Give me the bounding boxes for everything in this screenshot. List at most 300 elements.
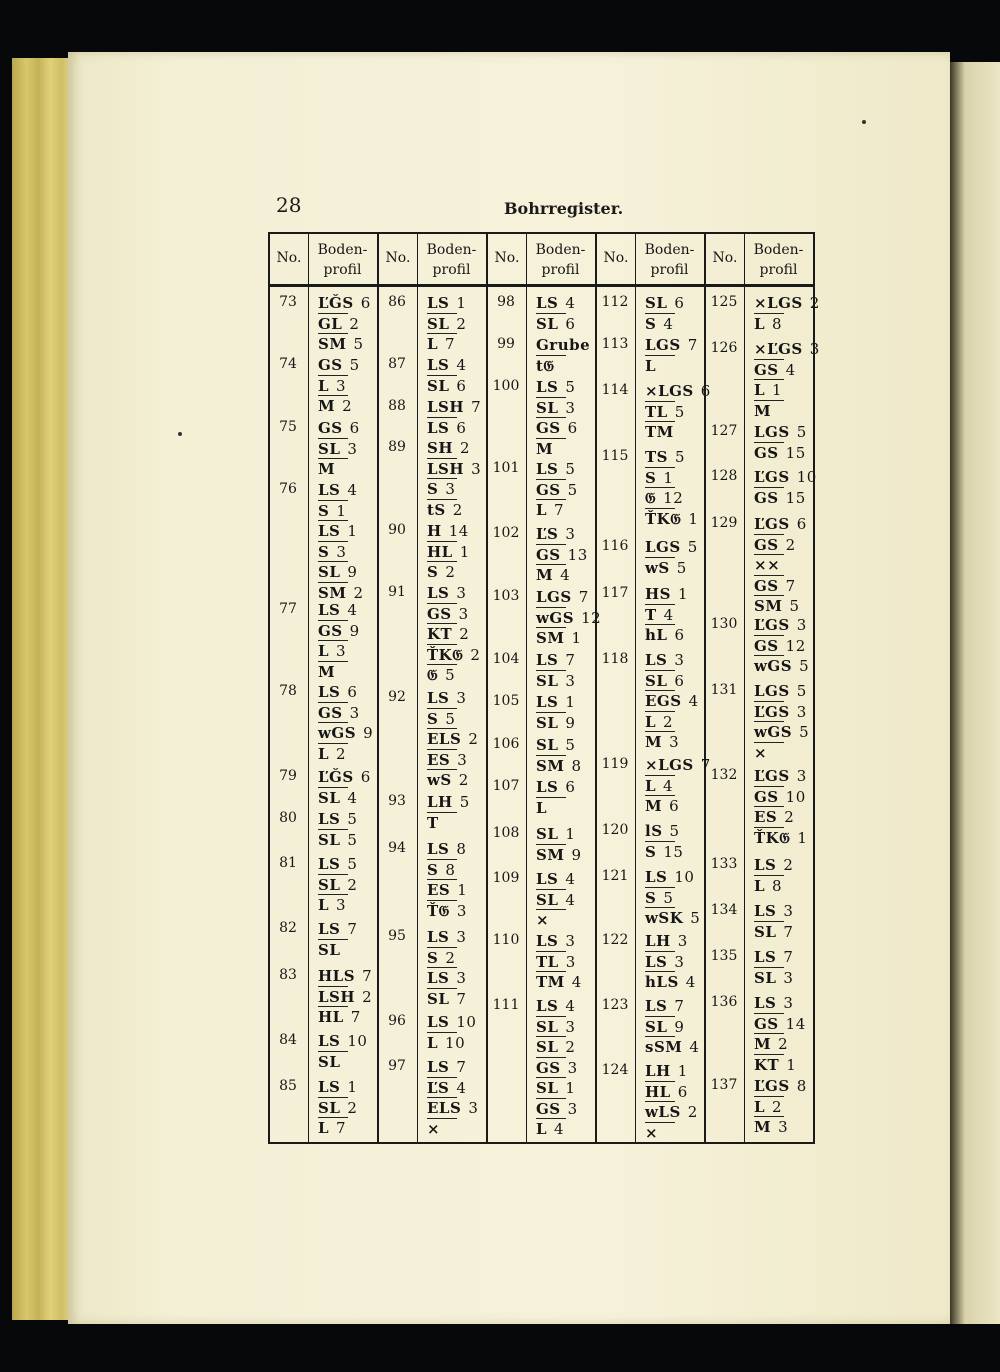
- profil-layer: [427, 377, 466, 395]
- entry-number: 88: [388, 398, 406, 414]
- layer-divider: [754, 967, 784, 968]
- layer-depth: 4: [565, 870, 576, 888]
- profil-layer: [754, 616, 807, 634]
- layer-depth: 5: [799, 657, 810, 675]
- layer-divider: [427, 749, 457, 750]
- profil-layer: [427, 814, 439, 832]
- profil-layer: [536, 799, 547, 817]
- layer-symbol: ×: [536, 911, 550, 929]
- column-rule: [417, 232, 418, 1144]
- profil-layer: [536, 825, 575, 843]
- entry-number: 114: [601, 382, 629, 398]
- entry-number: 119: [601, 756, 629, 772]
- profil-layer: [318, 768, 371, 786]
- profil-layer: [645, 777, 673, 795]
- layer-depth: 2: [809, 294, 820, 312]
- profil-layer: [645, 510, 698, 528]
- profil-layer: [754, 994, 793, 1012]
- layer-symbol: EGS: [645, 692, 682, 710]
- layer-divider: [645, 1081, 675, 1082]
- layer-depth: 6: [674, 671, 685, 690]
- profil-layer: [318, 1053, 340, 1071]
- layer-depth: 6: [669, 797, 680, 815]
- layer-depth: 10: [674, 868, 695, 886]
- layer-depth: 1: [678, 585, 689, 603]
- entry-number: 136: [710, 994, 738, 1010]
- profil-layer: [318, 397, 352, 415]
- header-profil-line2: profil: [541, 262, 580, 278]
- layer-depth: 4: [565, 997, 576, 1015]
- layer-symbol: L: [645, 776, 657, 795]
- layer-divider: [645, 690, 675, 691]
- profil-layer: [427, 315, 466, 333]
- layer-depth: 7: [445, 335, 456, 353]
- layer-divider: [427, 375, 457, 376]
- profil-layer: [536, 911, 549, 929]
- layer-symbol: HL: [318, 1008, 344, 1026]
- layer-symbol: LS: [427, 969, 450, 987]
- profil-layer: [427, 751, 467, 769]
- layer-symbol: S: [427, 948, 439, 967]
- profil-layer: [427, 969, 466, 987]
- profil-layer: [318, 724, 373, 742]
- layer-symbol: L: [318, 376, 330, 395]
- layer-depth: 1: [565, 825, 576, 843]
- profil-layer: [754, 444, 806, 462]
- layer-divider: [318, 500, 348, 501]
- layer-depth: 7: [471, 398, 482, 416]
- layer-symbol: GS: [318, 356, 343, 374]
- layer-symbol: KT: [754, 1055, 780, 1074]
- layer-depth: 3: [796, 702, 807, 721]
- layer-depth: 2: [362, 987, 373, 1006]
- bohrregister-table: [268, 232, 820, 1144]
- layer-divider: [536, 909, 566, 910]
- entry-number: 95: [388, 928, 406, 944]
- layer-depth: 9: [363, 724, 374, 742]
- profil-layer: [536, 294, 575, 312]
- header-no: No.: [494, 250, 520, 266]
- profil-layer: [318, 941, 340, 959]
- layer-symbol: ×LGS: [645, 756, 694, 774]
- layer-symbol: ŤK𝔊: [754, 828, 791, 847]
- layer-depth: 2: [445, 563, 456, 581]
- profil-layer: [754, 597, 799, 615]
- layer-depth: 3: [669, 733, 680, 751]
- profil-layer: [754, 856, 793, 874]
- profil-layer: [427, 902, 467, 920]
- speck: [862, 120, 866, 124]
- layer-symbol: LS: [427, 1058, 450, 1076]
- layer-symbol: LS: [427, 418, 450, 437]
- layer-depth: 4: [347, 788, 358, 807]
- layer-divider: [427, 623, 457, 624]
- profil-layer: [645, 953, 684, 971]
- table-left-rule: [268, 232, 270, 1144]
- layer-divider: [645, 355, 675, 356]
- layer-depth: 7: [456, 1058, 467, 1076]
- profil-layer: [645, 973, 696, 991]
- layer-depth: 5: [565, 460, 576, 478]
- layer-depth: 5: [799, 723, 810, 741]
- layer-symbol: S: [427, 709, 439, 728]
- layer-symbol: LS: [754, 902, 777, 920]
- profil-layer: [318, 967, 372, 985]
- profil-layer: [536, 973, 582, 991]
- profil-layer: [754, 1077, 807, 1095]
- profil-layer: [318, 663, 335, 681]
- layer-symbol: SL: [536, 398, 559, 417]
- profil-layer: [645, 797, 679, 815]
- layer-symbol: S: [645, 842, 657, 861]
- profil-layer: [645, 382, 711, 400]
- layer-depth: 3: [796, 767, 807, 785]
- layer-divider: [427, 603, 457, 604]
- layer-symbol: Ť𝔊: [427, 901, 450, 920]
- entry-number: 135: [710, 948, 738, 964]
- layer-depth: 1: [565, 693, 576, 711]
- layer-depth: 6: [796, 515, 807, 533]
- layer-depth: 6: [456, 376, 467, 395]
- profil-layer: [645, 626, 685, 644]
- profil-layer: [536, 870, 575, 888]
- profil-layer: [645, 1103, 698, 1121]
- profil-layer: [754, 556, 780, 574]
- layer-symbol: SL: [645, 294, 668, 312]
- profil-layer: [427, 543, 470, 561]
- layer-divider: [427, 967, 457, 968]
- layer-symbol: L: [645, 712, 657, 731]
- layer-depth: 2: [470, 645, 481, 664]
- layer-depth: 3: [783, 994, 794, 1012]
- layer-symbol: LH: [645, 1062, 671, 1080]
- layer-depth: 5: [676, 558, 687, 577]
- layer-divider: [427, 988, 457, 989]
- layer-symbol: ĽGS: [754, 468, 790, 486]
- profil-layer: [754, 381, 782, 399]
- profil-layer: [536, 672, 575, 690]
- entry-number: 132: [710, 767, 738, 783]
- layer-symbol: LS: [318, 1032, 341, 1050]
- layer-symbol: LS: [645, 997, 668, 1015]
- layer-depth: 8: [772, 876, 783, 895]
- profil-layer: [318, 789, 357, 807]
- layer-symbol: wSK: [645, 909, 684, 927]
- profil-layer: [427, 605, 469, 623]
- profil-layer: [427, 356, 466, 374]
- entry-number: 84: [279, 1032, 297, 1048]
- layer-depth: 4: [685, 973, 696, 991]
- profil-layer: [754, 902, 793, 920]
- profil-layer: [318, 642, 346, 660]
- layer-divider: [754, 655, 784, 656]
- layer-symbol: SM: [536, 845, 565, 864]
- profil-layer: [645, 932, 688, 950]
- profil-layer: [318, 988, 372, 1006]
- layer-divider: [318, 1117, 348, 1118]
- profil-layer: [427, 861, 455, 879]
- layer-depth: 6: [349, 419, 360, 437]
- profil-layer: [536, 501, 564, 519]
- layer-symbol: S: [645, 888, 657, 907]
- entry-number: 92: [388, 689, 406, 705]
- layer-depth: 2: [445, 948, 456, 967]
- layer-depth: 5: [669, 822, 680, 840]
- layer-symbol: LS: [318, 601, 341, 619]
- profil-layer: [318, 683, 357, 701]
- layer-depth: 3: [456, 901, 467, 920]
- layer-depth: 9: [565, 713, 576, 732]
- profil-layer: [536, 399, 575, 417]
- profil-layer: [754, 1015, 806, 1033]
- entry-number: 83: [279, 967, 297, 983]
- layer-depth: 1: [459, 542, 470, 561]
- layer-depth: 5: [445, 709, 456, 728]
- layer-symbol: GS: [536, 1099, 561, 1118]
- profil-layer: [754, 923, 793, 941]
- profil-layer: [318, 1078, 357, 1096]
- layer-depth: 3: [565, 671, 576, 690]
- facing-page-edge: [950, 62, 1000, 1324]
- profil-layer: [645, 538, 698, 556]
- profil-layer: [427, 1013, 476, 1031]
- layer-symbol: SL: [427, 314, 450, 333]
- layer-depth: 5: [663, 888, 674, 907]
- entry-number: 96: [388, 1013, 406, 1029]
- profil-layer: [536, 1018, 575, 1036]
- profil-layer: [754, 294, 820, 312]
- profil-layer: [318, 584, 363, 602]
- layer-divider: [645, 731, 675, 732]
- layer-depth: 2: [336, 744, 347, 763]
- layer-divider: [754, 875, 784, 876]
- profil-layer: [754, 468, 817, 486]
- layer-symbol: S: [645, 468, 657, 487]
- profil-layer: [645, 336, 698, 354]
- entry-number: 112: [601, 294, 629, 310]
- layer-symbol: GS: [754, 443, 779, 462]
- layer-symbol: M: [754, 1035, 772, 1053]
- layer-depth: 1: [663, 468, 674, 487]
- layer-depth: 5: [565, 378, 576, 396]
- profil-layer: [318, 920, 357, 938]
- profil-layer: [318, 315, 359, 333]
- entry-number: 122: [601, 932, 629, 948]
- layer-symbol: SL: [318, 439, 341, 458]
- layer-depth: 2: [772, 1097, 783, 1116]
- layer-symbol: ×: [427, 1119, 441, 1138]
- layer-depth: 1: [565, 1079, 576, 1097]
- layer-divider: [318, 1006, 348, 1007]
- layer-symbol: LS: [536, 294, 559, 312]
- layer-divider: [318, 1097, 348, 1098]
- layer-divider: [536, 971, 566, 972]
- profil-layer: [645, 585, 688, 603]
- profil-layer: [318, 440, 357, 458]
- profil-layer: [536, 1079, 575, 1097]
- layer-depth: 7: [687, 336, 698, 354]
- profil-layer: [536, 736, 575, 754]
- entry-number: 105: [492, 693, 520, 709]
- profil-layer: [318, 377, 346, 395]
- layer-symbol: LGS: [645, 538, 681, 556]
- layer-depth: 12: [785, 636, 806, 655]
- layer-divider: [318, 375, 348, 376]
- profil-layer: [754, 402, 771, 420]
- entry-number: 82: [279, 920, 297, 936]
- layer-symbol: L: [536, 798, 548, 817]
- layer-depth: 5: [796, 423, 807, 441]
- profil-layer: [754, 767, 807, 785]
- profil-layer: [427, 625, 469, 643]
- layer-symbol: M: [645, 797, 663, 815]
- layer-depth: 10: [785, 787, 806, 806]
- layer-divider: [427, 1032, 457, 1033]
- layer-divider: [318, 787, 348, 788]
- layer-divider: [427, 1077, 457, 1078]
- profil-layer: [754, 1118, 788, 1136]
- layer-divider: [645, 1122, 675, 1123]
- layer-symbol: TS: [645, 448, 668, 466]
- layer-divider: [645, 421, 675, 422]
- profil-layer: [645, 489, 683, 507]
- layer-divider: [645, 313, 675, 314]
- profil-layer: [318, 1099, 357, 1117]
- layer-symbol: TL: [536, 952, 559, 971]
- layer-depth: 5: [675, 448, 686, 466]
- layer-divider: [754, 1096, 784, 1097]
- layer-depth: 5: [687, 538, 698, 556]
- layer-divider: [645, 401, 675, 402]
- profil-layer: [645, 997, 684, 1015]
- layer-depth: 10: [796, 468, 817, 486]
- layer-symbol: LS: [645, 952, 668, 971]
- profil-layer: [427, 1034, 465, 1052]
- layer-symbol: ELS: [427, 730, 462, 748]
- header-no: No.: [603, 250, 629, 266]
- layer-depth: 1: [786, 1055, 797, 1074]
- layer-divider: [536, 607, 566, 608]
- layer-symbol: LS: [536, 651, 559, 669]
- layer-divider: [754, 701, 784, 702]
- profil-layer: [754, 637, 806, 655]
- layer-symbol: ×ĽGS: [754, 340, 803, 358]
- profil-layer: [318, 522, 357, 540]
- layer-depth: 3: [565, 932, 576, 950]
- column-rule: [526, 232, 527, 1144]
- layer-symbol: SL: [318, 1052, 341, 1071]
- layer-divider: [427, 313, 457, 314]
- layer-depth: 1: [347, 522, 358, 540]
- layer-symbol: SL: [318, 788, 341, 807]
- layer-depth: 3: [458, 604, 469, 623]
- profil-layer: [318, 563, 357, 581]
- layer-depth: 5: [674, 402, 685, 421]
- entry-number: 89: [388, 439, 406, 455]
- layer-symbol: ES: [427, 750, 451, 769]
- profil-layer: [536, 378, 575, 396]
- layer-depth: 2: [342, 397, 353, 415]
- layer-depth: 9: [347, 563, 358, 581]
- profil-layer: [318, 745, 346, 763]
- layer-divider: [754, 721, 784, 722]
- layer-symbol: ŤK𝔊: [427, 645, 464, 664]
- layer-depth: 6: [677, 1082, 688, 1101]
- layer-symbol: ES: [427, 881, 451, 899]
- layer-symbol: KT: [427, 625, 453, 643]
- layer-symbol: LGS: [754, 423, 790, 441]
- profil-layer: [427, 881, 467, 899]
- profil-layer: [536, 460, 575, 478]
- layer-divider: [318, 722, 348, 723]
- profil-layer: [536, 588, 589, 606]
- layer-divider: [318, 620, 348, 621]
- layer-symbol: ELS: [427, 1099, 462, 1117]
- profil-layer: [536, 1120, 564, 1138]
- layer-depth: 3: [336, 376, 347, 395]
- profil-layer: [536, 525, 575, 543]
- profil-layer: [427, 666, 455, 684]
- entry-number: 137: [710, 1077, 738, 1093]
- profil-layer: [318, 1119, 346, 1137]
- entry-number: 124: [601, 1062, 629, 1078]
- profil-layer: [754, 829, 807, 847]
- layer-depth: 15: [785, 443, 806, 462]
- entry-number: 91: [388, 584, 406, 600]
- layer-divider: [645, 508, 675, 509]
- layer-symbol: SM: [318, 335, 347, 353]
- layer-depth: 14: [448, 522, 469, 540]
- column-rule: [308, 232, 309, 1144]
- profil-layer: [536, 315, 575, 333]
- profil-layer: [754, 315, 782, 333]
- layer-divider: [427, 1118, 457, 1119]
- layer-depth: 5: [349, 356, 360, 374]
- layer-depth: 4: [689, 1038, 700, 1056]
- layer-divider: [645, 624, 675, 625]
- entry-number: 101: [492, 460, 520, 476]
- layer-divider: [318, 1051, 348, 1052]
- layer-symbol: LS: [536, 870, 559, 888]
- profil-layer: [754, 969, 793, 987]
- profil-layer: [645, 469, 673, 487]
- entry-number: 93: [388, 793, 406, 809]
- profil-layer: [754, 682, 807, 700]
- layer-divider: [536, 397, 566, 398]
- profil-layer: [645, 672, 684, 690]
- profil-layer: [427, 1120, 440, 1138]
- layer-depth: 2: [347, 1098, 358, 1117]
- layer-symbol: hL: [645, 626, 668, 644]
- layer-symbol: M: [754, 1118, 772, 1136]
- layer-depth: 3: [674, 952, 685, 971]
- profil-layer: [645, 868, 694, 886]
- layer-divider: [427, 769, 457, 770]
- layer-divider: [536, 1098, 566, 1099]
- layer-symbol: S: [427, 860, 439, 879]
- layer-symbol: L: [754, 1097, 766, 1116]
- layer-symbol: GS: [318, 621, 343, 640]
- layer-divider: [318, 894, 348, 895]
- profil-layer: [427, 501, 463, 519]
- layer-symbol: SL: [536, 825, 559, 843]
- layer-divider: [645, 951, 675, 952]
- header-profil-line2: profil: [759, 262, 798, 278]
- profil-layer: [318, 876, 357, 894]
- profil-layer: [536, 419, 578, 437]
- entry-number: 75: [279, 419, 297, 435]
- profil-layer: [427, 949, 455, 967]
